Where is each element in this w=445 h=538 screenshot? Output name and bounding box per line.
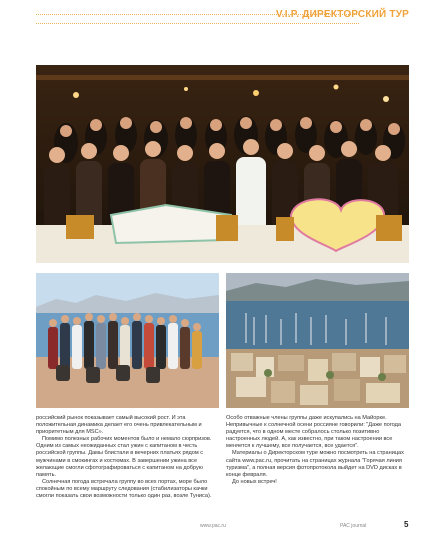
article-paragraph: Солнечная погода встречала группу во всех портах, море было спокойным по всему маршруту следования (стабилизаторы качки смогли показать свои возможности только один раз, возле Туниса). <box>36 478 212 500</box>
city-panorama-photo <box>226 273 409 408</box>
article-paragraph: Помимо полезных рабочих моментов было и немало сюрпризов. Одним из самых неожиданных стал ужин с капитаном в честь российской группы. Дамы блистали в вечерних платьях рядом с мужчинами в смокингах и костюмах. В завершении ужина все желающие смогли сфотографироваться с капитаном на добрую память. <box>36 436 212 478</box>
party-photo <box>36 65 409 263</box>
article-paragraph: российский рынок показывает самый высокий рост. И эта положительная динамика делает его очень привлекательным и приоритетным для MSC». <box>36 415 202 436</box>
page-footer <box>0 520 445 532</box>
article-paragraph: Особо отважные члены группы даже искупались на Майорке. Непривычные к солнечной осени россияне говорили: "Даже погода радуется, что в одном месте собралось столько позитивно настроенных людей. А, как известно, при таком настроении все меняется к лучшему, все получается, все удается". <box>226 415 402 450</box>
party-photo-image <box>36 65 409 263</box>
pier-group-photo <box>36 273 219 408</box>
page-number: 5 <box>404 520 409 529</box>
section-label: V.I.P. ДИРЕКТОРСКИЙ ТУР <box>275 9 409 20</box>
footer-url: www.pac.ru <box>200 523 226 529</box>
article-right-column <box>226 415 408 486</box>
article-paragraph: До новых встреч! <box>232 478 277 485</box>
article-left-column <box>36 415 218 500</box>
pier-photo-image <box>36 273 219 408</box>
article-paragraph: Материалы о Директорском туре можно посмотреть на страницах сайта www.pac.ru, прочитать на страницах журнала "Горячая линия туризма", а полная версия фотопротокола выйдет на DVD дисках в конце февраля. <box>226 450 404 478</box>
footer-brand: PAC journal <box>340 523 367 529</box>
city-photo-image <box>226 273 409 408</box>
